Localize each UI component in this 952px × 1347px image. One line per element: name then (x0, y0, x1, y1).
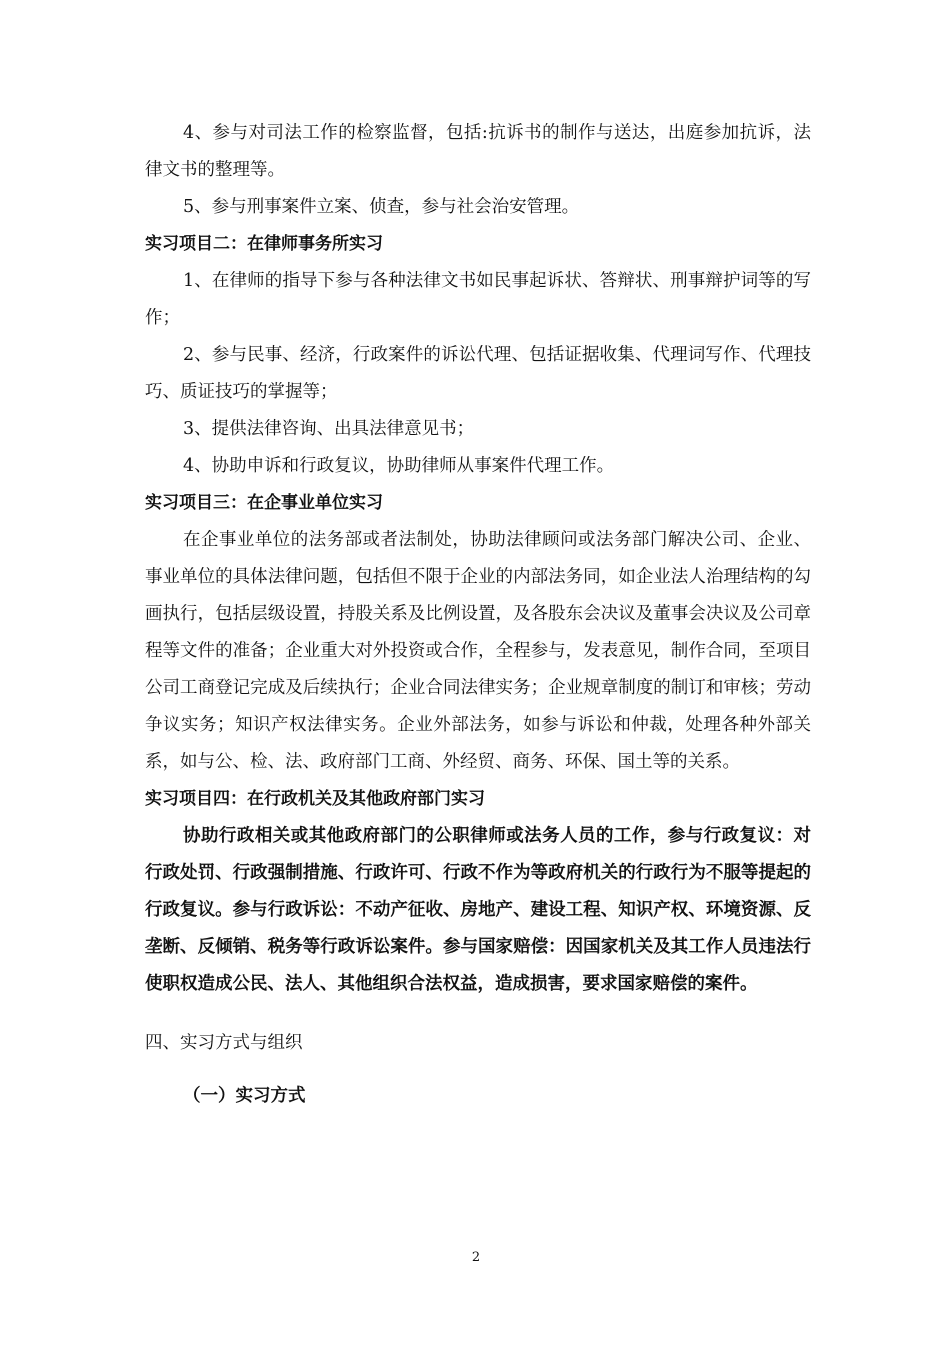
page-content (145, 115, 811, 1115)
project-2-heading: 实习项目二：在律师事务所实习 (145, 234, 383, 254)
paragraph-item-5-criminal: 5、参与刑事案件立案、侦查，参与社会治安管理。 (183, 197, 580, 217)
section-4-subtitle: （一）实习方式 (183, 1086, 306, 1106)
project-2-item-2: 2、参与民事、经济，行政案件的诉讼代理、包括证据收集、代理词写作、代理技巧、质证技巧的掌握等； (145, 345, 811, 402)
section-4-title: 四、实习方式与组织 (145, 1033, 303, 1053)
project-3-body: 在企事业单位的法务部或者法制处，协助法律顾问或法务部门解决公司、企业、事业单位的具体法律问题，包括但不限于企业的内部法务同，如企业法人治理结构的勾画执行，包括层级设置，持股关系及比例设置，及各股东会决议及董事会决议及公司章程等文件的准备；企业重大对外投资或合作，全程参与，发表意见，制作合同，至项目公司工商登记完成及后续执行；企业合同法律实务；企业规章制度的制订和审核；劳动争议实务；知识产权法律实务。企业外部法务，如参与诉讼和仲裁，处理各种外部关系，如与公、检、法、政府部门工商、外经贸、商务、环保、国土等的关系。 (145, 530, 811, 772)
project-2-item-3: 3、提供法律咨询、出具法律意见书； (183, 419, 475, 439)
project-3-heading: 实习项目三：在企事业单位实习 (145, 493, 383, 513)
project-2-item-1: 1、在律师的指导下参与各种法律文书如民事起诉状、答辩状、刑事辩护词等的写作； (145, 271, 811, 328)
project-2-item-4: 4、协助申诉和行政复议，协助律师从事案件代理工作。 (183, 456, 615, 476)
page-number: 2 (471, 1250, 481, 1265)
paragraph-item-4-supervision: 4、参与对司法工作的检察监督，包括:抗诉书的制作与送达，出庭参加抗诉，法律文书的整理等。 (145, 123, 811, 180)
project-4-heading: 实习项目四：在行政机关及其他政府部门实习 (145, 789, 485, 809)
project-4-body: 协助行政相关或其他政府部门的公职律师或法务人员的工作，参与行政复议：对行政处罚、行政强制措施、行政许可、行政不作为等政府机关的行政行为不服等提起的行政复议。参与行政诉讼：不动产征收、房地产、建设工程、知识产权、环境资源、反垄断、反倾销、税务等行政诉讼案件。参与国家赔偿：因国家机关及其工作人员违法行使职权造成公民、法人、其他组织合法权益，造成损害，要求国家赔偿的案件。 (145, 826, 811, 994)
